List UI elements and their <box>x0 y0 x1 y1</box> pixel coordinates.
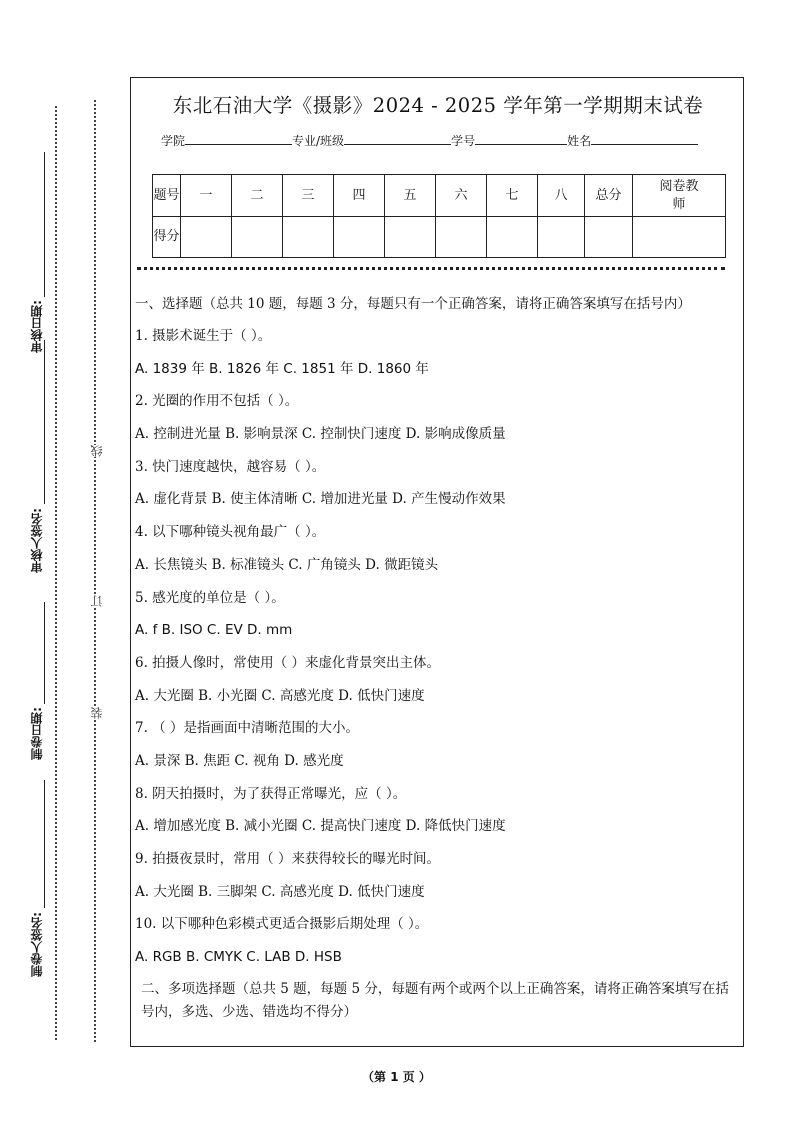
header-cell: 八 <box>538 175 585 217</box>
major-field[interactable] <box>344 132 451 145</box>
question-2-options: A. 控制进光量 B. 影响景深 C. 控制快门速度 D. 影响成像质量 <box>135 426 506 443</box>
question-3-options: A. 虚化背景 B. 使主体清晰 C. 增加进光量 D. 产生慢动作效果 <box>135 491 506 508</box>
question-7-options: A. 景深 B. 焦距 C. 视角 D. 感光度 <box>135 752 344 769</box>
question-4-options: A. 长焦镜头 B. 标准镜头 C. 广角镜头 D. 微距镜头 <box>135 556 439 573</box>
question-8-options: A. 增加感光度 B. 减小光圈 C. 提高快门速度 D. 降低快门速度 <box>135 818 506 835</box>
header-cell: 四 <box>334 175 385 217</box>
reviewer-sign-line <box>44 340 45 504</box>
question-6-options: A. 大光圈 B. 小光圈 C. 高感光度 D. 低快门速度 <box>135 687 425 704</box>
question-10-options: A. RGB B. CMYK C. LAB D. HSB <box>135 949 342 966</box>
question-5-options: A. f B. ISO C. EV D. mm <box>135 622 293 639</box>
bind-fold-char: 装 <box>90 707 104 719</box>
row-label-question: 题号 <box>153 175 181 217</box>
score-table <box>152 174 726 258</box>
question-9: 9. 拍摄夜景时，常用（ ）来获得较长的曝光时间。 <box>135 851 440 867</box>
question-10: 10. 以下哪种色彩模式更适合摄影后期处理（ ）。 <box>135 916 429 933</box>
question-4: 4. 以下哪种镜头视角最广（ ）。 <box>135 524 326 541</box>
question-2: 2. 光圈的作用不包括（ ）。 <box>135 393 299 410</box>
header-cell-grader: 阅卷教师 <box>633 175 726 217</box>
bind-staple-char: 订 <box>90 595 104 607</box>
header-cell: 一 <box>181 175 232 217</box>
question-1: 1. 摄影术诞生于（ ）。 <box>135 328 272 344</box>
binding-dotted-line-inner <box>94 100 96 1042</box>
exam-title: 东北石油大学《摄影》2024 - 2025 学年第一学期期末试卷 <box>172 94 704 117</box>
score-cell[interactable] <box>283 217 334 258</box>
section2-heading: 二、多项选择题（总共 5 题，每题 5 分，每题有两个或两个以上正确答案，请将正确答案填写在括号内，多选、少选、错选均不得分） <box>141 980 729 1020</box>
question-1-options: A. 1839 年 B. 1826 年 C. 1851 年 D. 1860 年 <box>135 360 429 377</box>
maker-sign-line <box>44 780 45 908</box>
page-number: （第 1 页 ） <box>362 1070 431 1084</box>
header-cell: 二 <box>232 175 283 217</box>
make-date-line <box>44 602 45 704</box>
question-7: 7. （ ）是指画面中清晰范围的大小。 <box>135 720 359 737</box>
score-cell[interactable] <box>385 217 436 258</box>
section1-heading: 一、选择题（总共 10 题，每题 3 分，每题只有一个正确答案，请将正确答案填写在括号内） <box>135 296 691 312</box>
score-cell[interactable] <box>538 217 585 258</box>
score-cell[interactable] <box>487 217 538 258</box>
question-5: 5. 感光度的单位是（ ）。 <box>135 589 285 606</box>
question-9-options: A. 大光圈 B. 三脚架 C. 高感光度 D. 低快门速度 <box>135 883 425 900</box>
dotted-separator <box>137 267 725 270</box>
maker-sign-label: 制卷人签名: <box>30 912 44 977</box>
name-field[interactable] <box>591 132 698 145</box>
review-date-label: 审核日期: <box>30 300 44 353</box>
question-8: 8. 阴天拍摄时，为了获得正常曝光，应（ ）。 <box>135 785 407 802</box>
question-3: 3. 快门速度越快，越容易（ ）。 <box>135 458 326 475</box>
student-id-label: 学号 <box>451 134 476 148</box>
row-label-score: 得分 <box>153 217 181 258</box>
major-label: 专业/班级 <box>292 134 345 148</box>
score-cell[interactable] <box>436 217 487 258</box>
header-cell: 六 <box>436 175 487 217</box>
review-date-line <box>44 152 45 297</box>
header-cell-total: 总分 <box>585 175 633 217</box>
name-label: 姓名 <box>567 134 592 148</box>
reviewer-sign-label: 审核人签名: <box>30 508 44 573</box>
college-label: 学院 <box>161 134 186 148</box>
student-info-row <box>161 132 698 149</box>
header-cell: 三 <box>283 175 334 217</box>
score-cell-total[interactable] <box>585 217 633 258</box>
exam-frame <box>130 77 744 1047</box>
score-cell[interactable] <box>334 217 385 258</box>
college-field[interactable] <box>185 132 292 145</box>
make-date-label: 制卷日期: <box>30 707 44 760</box>
header-cell: 五 <box>385 175 436 217</box>
binding-dotted-line-outer <box>55 106 57 1040</box>
student-id-field[interactable] <box>475 132 567 145</box>
exam-content <box>135 293 741 1024</box>
score-cell[interactable] <box>232 217 283 258</box>
score-cell[interactable] <box>181 217 232 258</box>
question-6: 6. 拍摄人像时，常使用（ ）来虚化背景突出主体。 <box>135 654 440 671</box>
score-cell-grader[interactable] <box>633 217 726 258</box>
header-cell: 七 <box>487 175 538 217</box>
bind-line-char: 线 <box>90 445 104 457</box>
